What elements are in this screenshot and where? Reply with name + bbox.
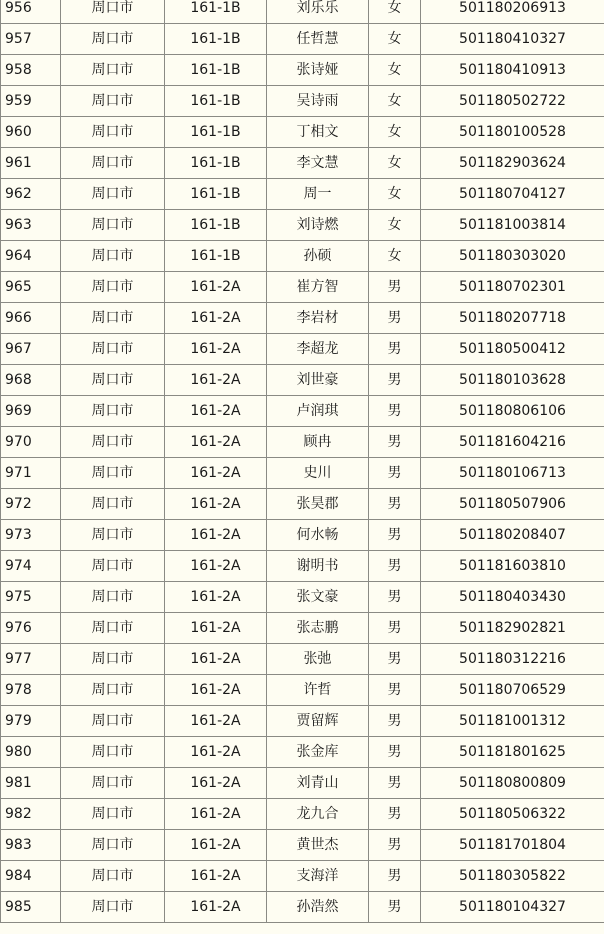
class-cell: 161-1B <box>165 117 267 148</box>
exam-id-cell: 501180410913 <box>421 55 604 86</box>
city-cell: 周口市 <box>61 0 165 24</box>
exam-id-cell: 501182903624 <box>421 148 604 179</box>
table-row <box>1 365 604 396</box>
seq-cell: 961 <box>1 148 61 179</box>
city-cell: 周口市 <box>61 241 165 272</box>
city-cell: 周口市 <box>61 551 165 582</box>
table-row <box>1 489 604 520</box>
gender-cell: 男 <box>369 520 421 551</box>
seq-cell: 971 <box>1 458 61 489</box>
exam-id-cell: 501180507906 <box>421 489 604 520</box>
seq-cell: 959 <box>1 86 61 117</box>
name-cell: 何水畅 <box>267 520 369 551</box>
gender-cell: 女 <box>369 241 421 272</box>
city-cell: 周口市 <box>61 799 165 830</box>
city-cell: 周口市 <box>61 675 165 706</box>
name-cell: 许哲 <box>267 675 369 706</box>
gender-cell: 男 <box>369 675 421 706</box>
gender-cell: 女 <box>369 148 421 179</box>
exam-id-cell: 501181003814 <box>421 210 604 241</box>
gender-cell: 男 <box>369 272 421 303</box>
gender-cell: 男 <box>369 768 421 799</box>
exam-id-cell: 501181801625 <box>421 737 604 768</box>
table-row <box>1 179 604 210</box>
gender-cell: 男 <box>369 551 421 582</box>
table-row <box>1 210 604 241</box>
city-cell: 周口市 <box>61 117 165 148</box>
roster-body <box>1 0 604 923</box>
exam-id-cell: 501180208407 <box>421 520 604 551</box>
name-cell: 张金库 <box>267 737 369 768</box>
gender-cell: 男 <box>369 334 421 365</box>
table-row <box>1 272 604 303</box>
class-cell: 161-2A <box>165 303 267 334</box>
exam-id-cell: 501180704127 <box>421 179 604 210</box>
table-row <box>1 0 604 24</box>
name-cell: 崔方智 <box>267 272 369 303</box>
class-cell: 161-2A <box>165 334 267 365</box>
city-cell: 周口市 <box>61 737 165 768</box>
class-cell: 161-1B <box>165 0 267 24</box>
exam-id-cell: 501180207718 <box>421 303 604 334</box>
table-row <box>1 799 604 830</box>
exam-id-cell: 501181001312 <box>421 706 604 737</box>
table-row <box>1 644 604 675</box>
exam-id-cell: 501181701804 <box>421 830 604 861</box>
class-cell: 161-2A <box>165 768 267 799</box>
table-row <box>1 396 604 427</box>
city-cell: 周口市 <box>61 892 165 923</box>
class-cell: 161-2A <box>165 551 267 582</box>
city-cell: 周口市 <box>61 830 165 861</box>
seq-cell: 984 <box>1 861 61 892</box>
gender-cell: 男 <box>369 427 421 458</box>
table-row <box>1 148 604 179</box>
table-row <box>1 830 604 861</box>
table-row <box>1 117 604 148</box>
seq-cell: 957 <box>1 24 61 55</box>
class-cell: 161-2A <box>165 272 267 303</box>
table-row <box>1 892 604 923</box>
exam-id-cell: 501180100528 <box>421 117 604 148</box>
exam-id-cell: 501181604216 <box>421 427 604 458</box>
name-cell: 张昊郡 <box>267 489 369 520</box>
name-cell: 黄世杰 <box>267 830 369 861</box>
seq-cell: 980 <box>1 737 61 768</box>
seq-cell: 963 <box>1 210 61 241</box>
name-cell: 贾留辉 <box>267 706 369 737</box>
table-row <box>1 427 604 458</box>
class-cell: 161-2A <box>165 427 267 458</box>
name-cell: 龙九合 <box>267 799 369 830</box>
city-cell: 周口市 <box>61 179 165 210</box>
gender-cell: 男 <box>369 737 421 768</box>
seq-cell: 966 <box>1 303 61 334</box>
name-cell: 卢润琪 <box>267 396 369 427</box>
class-cell: 161-2A <box>165 613 267 644</box>
table-row <box>1 551 604 582</box>
table-row <box>1 768 604 799</box>
city-cell: 周口市 <box>61 489 165 520</box>
gender-cell: 女 <box>369 55 421 86</box>
gender-cell: 男 <box>369 582 421 613</box>
exam-id-cell: 501181603810 <box>421 551 604 582</box>
seq-cell: 958 <box>1 55 61 86</box>
class-cell: 161-2A <box>165 520 267 551</box>
seq-cell: 960 <box>1 117 61 148</box>
exam-id-cell: 501182902821 <box>421 613 604 644</box>
city-cell: 周口市 <box>61 210 165 241</box>
gender-cell: 男 <box>369 613 421 644</box>
seq-cell: 975 <box>1 582 61 613</box>
table-row <box>1 737 604 768</box>
city-cell: 周口市 <box>61 272 165 303</box>
table-row <box>1 520 604 551</box>
class-cell: 161-1B <box>165 55 267 86</box>
class-cell: 161-2A <box>165 396 267 427</box>
class-cell: 161-2A <box>165 706 267 737</box>
name-cell: 孙硕 <box>267 241 369 272</box>
name-cell: 刘青山 <box>267 768 369 799</box>
gender-cell: 男 <box>369 396 421 427</box>
exam-id-cell: 501180305822 <box>421 861 604 892</box>
exam-id-cell: 501180403430 <box>421 582 604 613</box>
seq-cell: 973 <box>1 520 61 551</box>
table-row <box>1 582 604 613</box>
city-cell: 周口市 <box>61 613 165 644</box>
class-cell: 161-1B <box>165 210 267 241</box>
gender-cell: 男 <box>369 892 421 923</box>
seq-cell: 970 <box>1 427 61 458</box>
name-cell: 张诗娅 <box>267 55 369 86</box>
seq-cell: 965 <box>1 272 61 303</box>
seq-cell: 982 <box>1 799 61 830</box>
gender-cell: 女 <box>369 179 421 210</box>
name-cell: 支海洋 <box>267 861 369 892</box>
name-cell: 刘乐乐 <box>267 0 369 24</box>
name-cell: 刘诗燃 <box>267 210 369 241</box>
gender-cell: 男 <box>369 365 421 396</box>
city-cell: 周口市 <box>61 148 165 179</box>
city-cell: 周口市 <box>61 520 165 551</box>
name-cell: 刘世豪 <box>267 365 369 396</box>
city-cell: 周口市 <box>61 706 165 737</box>
table-row <box>1 334 604 365</box>
gender-cell: 女 <box>369 117 421 148</box>
name-cell: 丁相文 <box>267 117 369 148</box>
name-cell: 李文慧 <box>267 148 369 179</box>
seq-cell: 967 <box>1 334 61 365</box>
city-cell: 周口市 <box>61 86 165 117</box>
exam-id-cell: 501180312216 <box>421 644 604 675</box>
seq-cell: 969 <box>1 396 61 427</box>
class-cell: 161-2A <box>165 582 267 613</box>
seq-cell: 983 <box>1 830 61 861</box>
exam-id-cell: 501180206913 <box>421 0 604 24</box>
table-row <box>1 86 604 117</box>
city-cell: 周口市 <box>61 396 165 427</box>
seq-cell: 977 <box>1 644 61 675</box>
name-cell: 李岩材 <box>267 303 369 334</box>
name-cell: 张弛 <box>267 644 369 675</box>
exam-id-cell: 501180706529 <box>421 675 604 706</box>
exam-id-cell: 501180106713 <box>421 458 604 489</box>
seq-cell: 972 <box>1 489 61 520</box>
city-cell: 周口市 <box>61 303 165 334</box>
city-cell: 周口市 <box>61 458 165 489</box>
gender-cell: 男 <box>369 830 421 861</box>
table-row <box>1 303 604 334</box>
seq-cell: 981 <box>1 768 61 799</box>
city-cell: 周口市 <box>61 861 165 892</box>
seq-cell: 985 <box>1 892 61 923</box>
gender-cell: 男 <box>369 489 421 520</box>
seq-cell: 978 <box>1 675 61 706</box>
exam-id-cell: 501180806106 <box>421 396 604 427</box>
table-row <box>1 458 604 489</box>
class-cell: 161-1B <box>165 241 267 272</box>
table-row <box>1 24 604 55</box>
table-row <box>1 675 604 706</box>
class-cell: 161-2A <box>165 675 267 706</box>
class-cell: 161-2A <box>165 799 267 830</box>
exam-id-cell: 501180702301 <box>421 272 604 303</box>
name-cell: 史川 <box>267 458 369 489</box>
exam-id-cell: 501180502722 <box>421 86 604 117</box>
name-cell: 谢明书 <box>267 551 369 582</box>
exam-id-cell: 501180410327 <box>421 24 604 55</box>
class-cell: 161-2A <box>165 892 267 923</box>
table-row <box>1 241 604 272</box>
city-cell: 周口市 <box>61 427 165 458</box>
class-cell: 161-2A <box>165 830 267 861</box>
gender-cell: 女 <box>369 0 421 24</box>
class-cell: 161-2A <box>165 737 267 768</box>
gender-cell: 男 <box>369 644 421 675</box>
class-cell: 161-1B <box>165 86 267 117</box>
gender-cell: 男 <box>369 861 421 892</box>
seq-cell: 979 <box>1 706 61 737</box>
exam-id-cell: 501180104327 <box>421 892 604 923</box>
class-cell: 161-1B <box>165 179 267 210</box>
city-cell: 周口市 <box>61 24 165 55</box>
class-cell: 161-1B <box>165 24 267 55</box>
name-cell: 周一 <box>267 179 369 210</box>
gender-cell: 男 <box>369 706 421 737</box>
class-cell: 161-1B <box>165 148 267 179</box>
exam-id-cell: 501180800809 <box>421 768 604 799</box>
exam-id-cell: 501180303020 <box>421 241 604 272</box>
class-cell: 161-2A <box>165 458 267 489</box>
city-cell: 周口市 <box>61 644 165 675</box>
seq-cell: 964 <box>1 241 61 272</box>
seq-cell: 976 <box>1 613 61 644</box>
gender-cell: 男 <box>369 458 421 489</box>
gender-cell: 女 <box>369 210 421 241</box>
table-row <box>1 613 604 644</box>
name-cell: 张文豪 <box>267 582 369 613</box>
class-cell: 161-2A <box>165 861 267 892</box>
gender-cell: 男 <box>369 799 421 830</box>
gender-cell: 男 <box>369 303 421 334</box>
gender-cell: 女 <box>369 24 421 55</box>
seq-cell: 956 <box>1 0 61 24</box>
city-cell: 周口市 <box>61 365 165 396</box>
seq-cell: 974 <box>1 551 61 582</box>
name-cell: 孙浩然 <box>267 892 369 923</box>
name-cell: 任哲慧 <box>267 24 369 55</box>
city-cell: 周口市 <box>61 334 165 365</box>
exam-id-cell: 501180103628 <box>421 365 604 396</box>
name-cell: 李超龙 <box>267 334 369 365</box>
class-cell: 161-2A <box>165 365 267 396</box>
seq-cell: 962 <box>1 179 61 210</box>
gender-cell: 女 <box>369 86 421 117</box>
name-cell: 顾冉 <box>267 427 369 458</box>
city-cell: 周口市 <box>61 582 165 613</box>
exam-id-cell: 501180506322 <box>421 799 604 830</box>
exam-id-cell: 501180500412 <box>421 334 604 365</box>
city-cell: 周口市 <box>61 768 165 799</box>
name-cell: 吴诗雨 <box>267 86 369 117</box>
table-row <box>1 861 604 892</box>
class-cell: 161-2A <box>165 644 267 675</box>
name-cell: 张志鹏 <box>267 613 369 644</box>
seq-cell: 968 <box>1 365 61 396</box>
table-row <box>1 706 604 737</box>
table-row <box>1 55 604 86</box>
class-cell: 161-2A <box>165 489 267 520</box>
city-cell: 周口市 <box>61 55 165 86</box>
